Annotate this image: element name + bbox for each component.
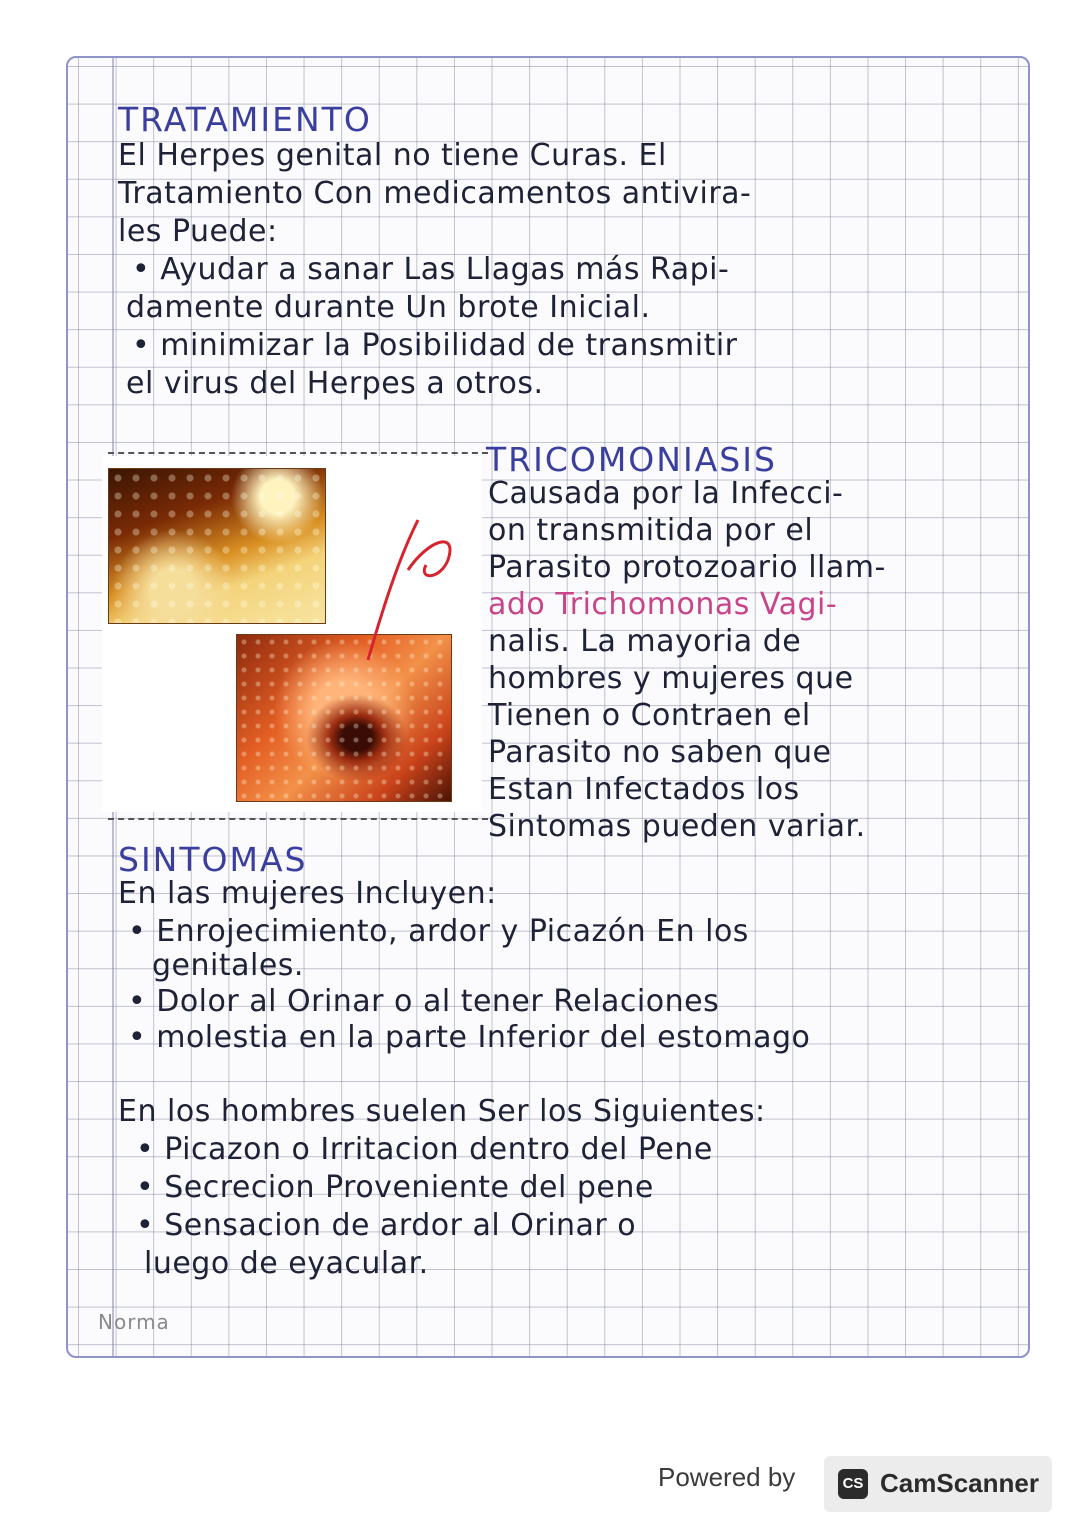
- tratamiento-line: El Herpes genital no tiene Curas. El: [118, 138, 667, 173]
- tratamiento-line: el virus del Herpes a otros.: [126, 366, 544, 401]
- tricomoniasis-line: hombres y mujeres que: [488, 661, 854, 696]
- mujeres-line: genitales.: [152, 948, 304, 983]
- tratamiento-title: TRATAMIENTO: [118, 100, 372, 139]
- sintomas-title: SINTOMAS: [118, 840, 308, 879]
- tricomoniasis-title: TRICOMONIASIS: [486, 440, 777, 479]
- camscanner-badge: [824, 1456, 1052, 1512]
- norma-brand-stamp: Norma: [98, 1310, 170, 1334]
- hombres-intro: En los hombres suelen Ser los Siguientes:: [118, 1094, 766, 1129]
- hombres-bullet: • Sensacion de ardor al Orinar o: [136, 1208, 637, 1243]
- dashed-divider-bottom: [108, 818, 488, 820]
- camscanner-name: CamScanner: [880, 1468, 1039, 1498]
- mujeres-intro: En las mujeres Incluyen:: [118, 876, 497, 911]
- tricomoniasis-line: on transmitida por el: [488, 513, 814, 548]
- tricomoniasis-line: Parasito protozoario llam-: [488, 550, 886, 585]
- tratamiento-line: damente durante Un brote Inicial.: [126, 290, 651, 325]
- tricomoniasis-line: Sintomas pueden variar.: [488, 809, 866, 844]
- mujeres-bullet: • Enrojecimiento, ardor y Picazón En los: [128, 914, 749, 949]
- tratamiento-bullet: • minimizar la Posibilidad de transmitir: [132, 328, 738, 363]
- tricomoniasis-line: ado Trichomonas Vagi-: [488, 587, 838, 622]
- tricomoniasis-line: Estan Infectados los: [488, 772, 800, 807]
- red-annotation-mark: [348, 510, 468, 670]
- microscope-photo: [108, 468, 326, 624]
- tricomoniasis-line: Causada por la Infecci-: [488, 476, 844, 511]
- tratamiento-line: les Puede:: [118, 214, 278, 249]
- mujeres-bullet: • molestia en la parte Inferior del estomago: [128, 1020, 811, 1055]
- tratamiento-bullet: • Ayudar a sanar Las Llagas más Rapi-: [132, 252, 730, 287]
- tratamiento-line: Tratamiento Con medicamentos antivira-: [118, 176, 752, 211]
- camscanner-logo-icon: CS: [838, 1469, 868, 1499]
- mujeres-bullet: • Dolor al Orinar o al tener Relaciones: [128, 984, 720, 1019]
- tricomoniasis-line: nalis. La mayoria de: [488, 624, 802, 659]
- hombres-line: luego de eyacular.: [144, 1246, 429, 1281]
- dashed-divider-top: [108, 452, 488, 454]
- hombres-bullet: • Picazon o Irritacion dentro del Pene: [136, 1132, 713, 1167]
- tricomoniasis-line: Parasito no saben que: [488, 735, 832, 770]
- notebook-page: [66, 56, 1030, 1358]
- hombres-bullet: • Secrecion Proveniente del pene: [136, 1170, 654, 1205]
- powered-by-text: Powered by: [658, 1462, 796, 1492]
- tricomoniasis-line: Tienen o Contraen el: [488, 698, 811, 733]
